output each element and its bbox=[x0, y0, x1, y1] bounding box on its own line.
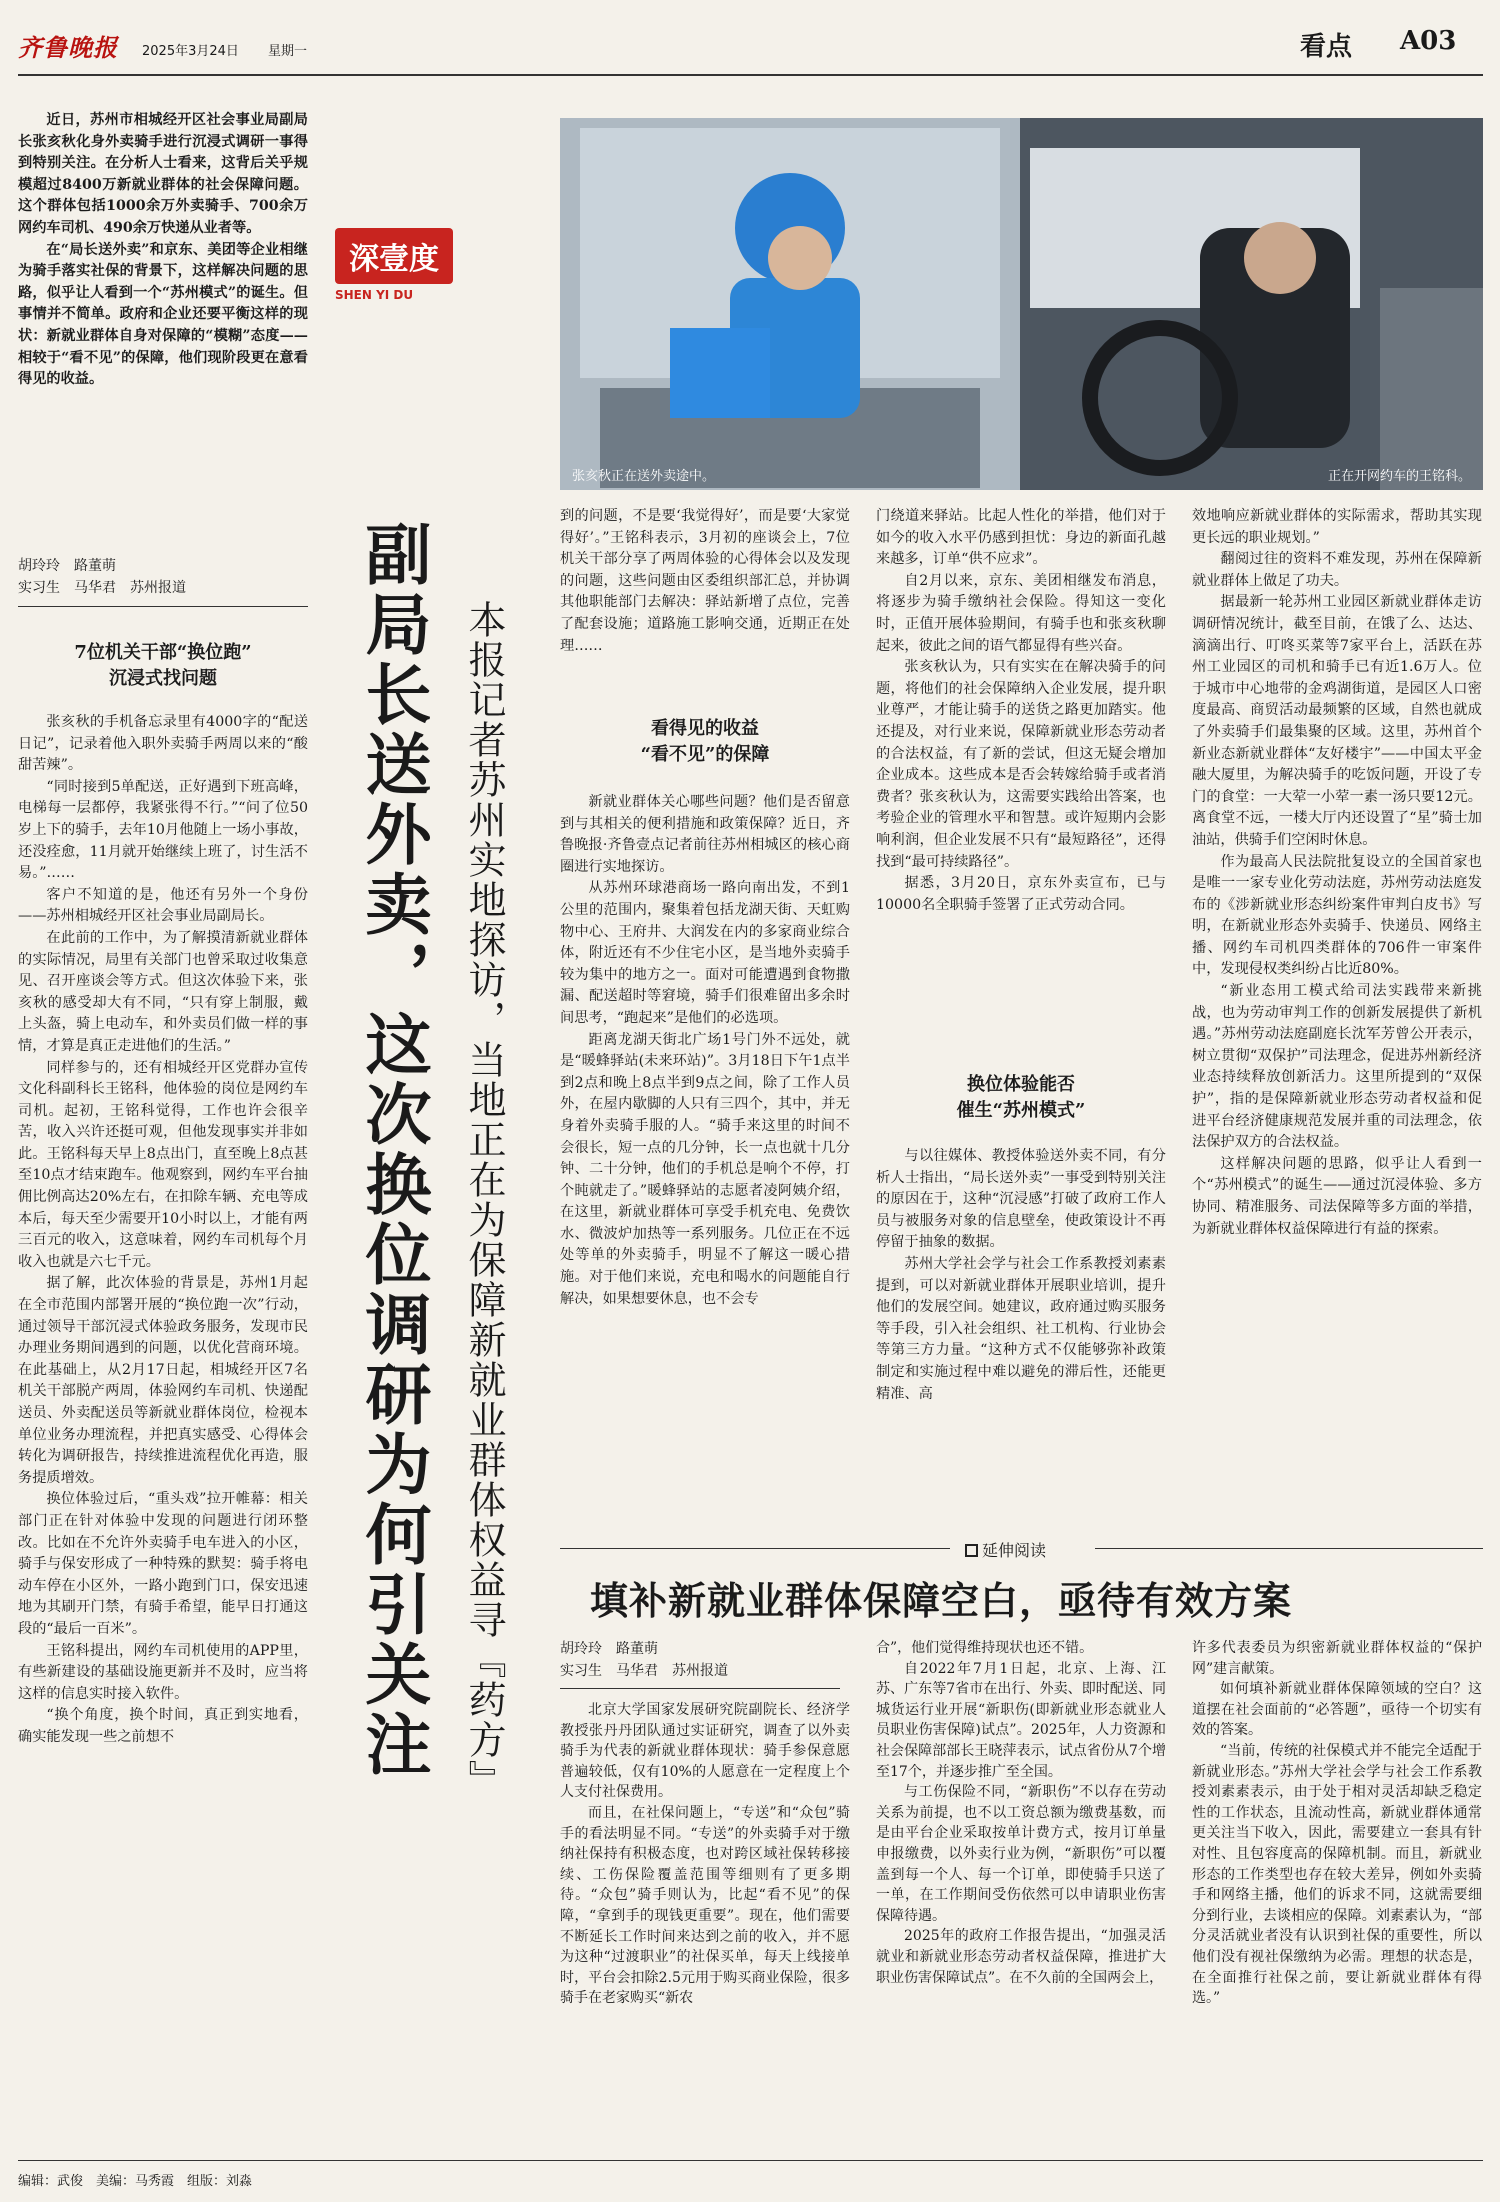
paragraph: “当前，传统的社保模式并不能完全适配于新就业形态。”苏州大学社会学与社会工作系教授刘素素表示，由于处于相对灵活却缺乏稳定性的工作状态，且流动性高，新就业群体通常更关注当下收入，因此，需要建立一套具有针对性、且包容度高的保障机制。而且，新就业形态的工作类型也存在较大差异，例如外卖骑手和网络主播，他们的诉求不同，这就需要细分到行业，去谈相应的保障。刘素素认为，“部分灵活就业者没有认识到社保的重要性，所以他们没有视社保缴纳为必需。理想的状态是，在全面推行社保之前，要让新就业群体有得选。” bbox=[1192, 1742, 1482, 2007]
extended-col2 bbox=[876, 1638, 1166, 1988]
extended-byline bbox=[560, 1638, 850, 1682]
col3-body bbox=[876, 1146, 1166, 1405]
paragraph: 据了解，此次体验的背景是，苏州1月起在全市范围内部署开展的“换位跑一次”行动，通过领导干部沉浸式体验政务服务，发现市民办理业务期间遇到的问题，以优化营商环境。在此基础上，从2月17日起，相城经开区7名机关干部脱产两周，体验网约车司机、快递配送员、外卖配送员等新就业群体岗位，检视本单位业务办理流程，并把真实感受、心得体会转化为调研报告，持续推进流程优化再造，服务提质增效。 bbox=[18, 1275, 308, 1486]
paragraph: 如何填补新就业群体保障领域的空白？这道摆在社会面前的“必答题”，亟待一个切实有效的答案。 bbox=[1192, 1681, 1482, 1739]
paragraph: “新业态用工模式给司法实践带来新挑战，也为劳动审判工作的创新发展提供了新机遇。”苏州劳动法庭副庭长沈军芳曾公开表示，树立贯彻“双保护”司法理念，促进苏州新经济业态持续释放创新活力。这里所提到的“双保护”，指的是保障新就业形态劳动者权益和促进平台经济健康规范发展并重的司法理念，依法保护双方的合法权益。 bbox=[1192, 983, 1482, 1151]
paragraph: “同时接到5单配送，正好遇到下班高峰，电梯每一层都停，我紧张得不行。”“问了位50岁上下的骑手，去年10月他随上一场小事故，还没痊愈，11月就开始继续上班了，讨生活不易。”…… bbox=[18, 778, 308, 882]
shenyidu-badge bbox=[335, 228, 453, 302]
byline bbox=[18, 555, 308, 599]
paragraph: 北京大学国家发展研究院副院长、经济学教授张丹丹团队通过实证研究，调查了以外卖骑手为代表的新就业群体现状：骑手参保意愿普遍较低，仅有10%的人愿意在一定程度上个人支付社保费用。 bbox=[560, 1702, 850, 1801]
paragraph: 许多代表委员为织密新就业群体权益的“保护网”建言献策。 bbox=[1192, 1640, 1482, 1677]
extended-divider bbox=[560, 1538, 1483, 1558]
col3-top bbox=[876, 506, 1166, 916]
byline-rule bbox=[18, 606, 308, 607]
issue-date: 2025年3月24日 bbox=[142, 44, 239, 59]
paragraph: 自2月以来，京东、美团相继发布消息，将逐步为骑手缴纳社会保险。得知这一变化时，正值开展体验期间，有骑手也和张亥秋聊起来，彼此之间的语气都显得有些兴奋。 bbox=[876, 572, 1166, 654]
paragraph: “换个角度，换个时间，真正到实地看，确实能发现一些之前想不 bbox=[18, 1707, 308, 1745]
col2-subhead: 看得见的收益 “看不见”的保障 bbox=[640, 718, 770, 765]
newspaper-logo: 齐鲁晚报 bbox=[18, 33, 118, 62]
intro-block bbox=[18, 110, 308, 391]
footer-rule bbox=[18, 2160, 1483, 2161]
byline-reporters: 胡玲玲 路董萌 bbox=[18, 558, 116, 574]
paragraph: 自2022年7月1日起，北京、上海、江苏、广东等7省市在出行、外卖、即时配送、同城货运行业开展“新职伤(即新就业形态就业人员职业伤害保障)试点”。2025年，人力资源和社会保障部部长王晓萍表示，试点省份从7个增至17个，并逐步推广至全国。 bbox=[876, 1660, 1166, 1780]
col1-subhead: 7位机关干部“换位跑” 沉浸式找问题 bbox=[74, 642, 252, 689]
divider-line-left bbox=[560, 1548, 950, 1549]
paragraph: 在此前的工作中，为了解摸清新就业群体的实际情况，局里有关部门也曾采取过收集意见、召开座谈会等方式。但这次体验下来，张亥秋的感受却大有不同，“只有穿上制服，戴上头盔，骑上电动车，和外卖员们做一样的事情，才算是真正走进他们的生活。” bbox=[18, 929, 308, 1054]
extended-col1 bbox=[560, 1700, 850, 2009]
paragraph: 据最新一轮苏州工业园区新就业群体走访调研情况统计，截至目前，在饿了么、达达、滴滴出行、叮咚买菜等7家平台上，活跃在苏州工业园区的司机和骑手已有近1.6万人。位于城市中心地带的金鸡湖街道，是园区人口密度最高、商贸活动最频繁的区域，自然也就成了外卖骑手们最集聚的区域。这里，苏州首个新业态新就业群体“友好楼宇”——中国太平金融大厦里，为解决骑手的吃饭问题，开设了专门的食堂：一大荤一小荤一素一汤只要12元。离食堂不远，一楼大厅内还设置了“星”骑士加油站，供骑手们空闲时休息。 bbox=[1192, 594, 1482, 848]
paragraph: 效地响应新就业群体的实际需求，帮助其实现更长远的职业规划。” bbox=[1192, 508, 1482, 546]
extended-col3 bbox=[1192, 1638, 1482, 2009]
paragraph: 到的问题，不是要‘我觉得好’，而是要‘大家觉得好’。”王铭科表示，3月初的座谈会上，7位机关干部分享了两周体验的心得体会以及发现的问题，这些问题由区委组织部汇总，并协调其他职能部门去解决：驿站新增了点位，完善了配套设施；道路施工影响交通，近期正在处理…… bbox=[560, 508, 850, 654]
intro-paragraph: 在“局长送外卖”和京东、美团等企业相继为骑手落实社保的背景下，这样解决问题的思路，似乎让人看到一个“苏州模式”的诞生。但事情并不简单。政府和企业还要平衡这样的现状：新就业群体自身对保障的“模糊”态度——相较于“看不见”的保障，他们现阶段更在意看得见的收益。 bbox=[18, 241, 308, 388]
sub-headline: 本报记者苏州实地探访，当地正在为保障新就业群体权益寻『药方』 bbox=[462, 600, 506, 1800]
extended-headline: 填补新就业群体保障空白，亟待有效方案 bbox=[590, 1578, 1293, 1623]
paragraph: 这样解决问题的思路，似乎让人看到一个“苏州模式”的诞生——通过沉浸体验、多方协同、精准服务、司法保障等多方面的举措，为新就业群体权益保障进行有益的探索。 bbox=[1192, 1155, 1482, 1237]
paragraph: 换位体验过后，“重头戏”拉开帷幕：相关部门正在针对体验中发现的问题进行闭环整改。比如在不允许外卖骑手电车进入的小区，骑手与保安形成了一种特殊的默契：骑手将电动车停在小区外，一路小跑到门口，保安迅速地为其刷开门禁，有骑手希望，能早日打通这段的“最后一百米”。 bbox=[18, 1491, 308, 1637]
divider-line-right bbox=[1095, 1548, 1483, 1549]
paragraph: 苏州大学社会学与社会工作系教授刘素素提到，可以对新就业群体开展职业培训，提升他们的发展空间。她建议，政府通过购买服务等手段，引入社会组织、社工机构、行业协会等第三方力量。“这种方式不仅能够弥补政策制定和实施过程中难以避免的滞后性，还能更精准、高 bbox=[876, 1255, 1166, 1402]
photo-caption-left: 张亥秋正在送外卖途中。 bbox=[572, 469, 716, 484]
col2-body bbox=[560, 792, 850, 1310]
badge-pinyin: SHEN YI DU bbox=[335, 288, 414, 302]
col4-body bbox=[1192, 506, 1482, 1240]
book-icon bbox=[965, 1544, 978, 1557]
col3-subhead: 换位体验能否 催生“苏州模式” bbox=[956, 1074, 1086, 1121]
extended-byline-reporters: 胡玲玲 路董萌 bbox=[560, 1641, 658, 1657]
paragraph: 翻阅过往的资料不难发现，苏州在保障新就业群体上做足了功夫。 bbox=[1192, 551, 1482, 589]
paragraph: 门绕道来驿站。比起人性化的举措，他们对于如今的收入水平仍感到担忧：身边的新面孔越来越多，订单“供不应求”。 bbox=[876, 508, 1166, 568]
col2-top bbox=[560, 506, 850, 657]
paragraph: 据悉，3月20日，京东外卖宣布，已与10000名全职骑手签署了正式劳动合同。 bbox=[876, 875, 1166, 913]
section-name: 看点 bbox=[1300, 32, 1353, 62]
paragraph: 距离龙湖天街北广场1号门外不远处，就是“暖蜂驿站(未来环站)”。3月18日下午1点半到2点和晚上8点半到9点之间，除了工作人员外，在屋内歇脚的人只有三四个，其中，并无身着外卖骑手服的人。“骑手来这里的时间不会很长，短一点的几分钟，长一点也就十几分钟、二十分钟，他们的手机总是响个不停，打个盹就走了。”暖蜂驿站的志愿者凌阿姨介绍，在这里，新就业群体可享受手机充电、免费饮水、微波炉加热等一系列服务。几位正在不远处等单的外卖骑手，明显不了解这一暖心措施。对于他们来说，充电和喝水的问题能自行解决，如果想要休息，也不会专 bbox=[560, 1031, 850, 1307]
extended-byline-intern: 实习生 马华君 苏州报道 bbox=[560, 1663, 728, 1679]
paragraph: 2025年的政府工作报告提出，“加强灵活就业和新就业形态劳动者权益保障，推进扩大职业伤害保障试点”。在不久前的全国两会上， bbox=[876, 1928, 1166, 1986]
paragraph: 合”，他们觉得维持现状也还不错。 bbox=[876, 1640, 1094, 1656]
photo-illustration bbox=[560, 118, 1483, 490]
issue-weekday: 星期一 bbox=[268, 44, 308, 59]
header-rule bbox=[18, 74, 1483, 76]
photo-caption-right: 正在开网约车的王铭科。 bbox=[1327, 469, 1471, 484]
paragraph: 张亥秋认为，只有实实在在解决骑手的问题，将他们的社会保障纳入企业发展，提升职业尊严，才能让骑手的送货之路更加踏实。他还提及，对行业来说，保障新就业形态劳动者的合法权益，有了新的尝试，但这无疑会增加企业成本。这些成本是否会转嫁给骑手或者消费者？张亥秋认为，这需要实践给出答案，也考验企业的管理水平和智慧。或许短期内会影响利润，但企业发展不只有“最短路径”，还得找到“最可持续路径”。 bbox=[876, 659, 1166, 870]
paragraph: 作为最高人民法院批复设立的全国首家也是唯一一家专业化劳动法庭，苏州劳动法庭发布的《涉新就业形态纠纷案件审判白皮书》写明，在新就业形态外卖骑手、快递员、网络主播、网约车司机四类群体的706件一审案件中，发现侵权类纠纷占比近80%。 bbox=[1192, 853, 1482, 978]
paragraph: 客户不知道的是，他还有另外一个身份——苏州相城经开区社会事业局副局长。 bbox=[18, 886, 308, 925]
byline-intern: 实习生 马华君 苏州报道 bbox=[18, 580, 186, 596]
paragraph: 同样参与的，还有相城经开区党群办宣传文化科副科长王铭科，他体验的岗位是网约车司机。起初，王铭科觉得，工作也许会很辛苦，收入兴许还挺可观，但他发现事实并非如此。王铭科每天早上8点出门，直至晚上8点甚至10点才结束跑车。他观察到，网约车平台抽佣比例高达20%左右，在扣除车辆、充电等成本后，每天至少需要开10小时以上，才能有两三百元的收入，这意味着，网约车司机每个月收入也就是六七千元。 bbox=[18, 1059, 308, 1270]
footer-credits: 编辑：武俊 美编：马秀霞 组版：刘淼 bbox=[18, 2174, 253, 2189]
paragraph: 与工伤保险不同，“新职伤”不以存在劳动关系为前提，也不以工资总额为缴费基数，而是由平台企业采取按单计费方式，按月订单量申报缴费，以外卖行业为例，“新职伤”可以覆盖到每一个人、每一个订单，即使骑手只送了一单，在工作期间受伤依然可以申请职业伤害保障待遇。 bbox=[876, 1784, 1166, 1924]
paragraph: 与以往媒体、教授体验送外卖不同，有分析人士指出，“局长送外卖”一事受到特别关注的原因在于，这种“沉浸感”打破了政府工作人员与被服务对象的信息壁垒，使政策设计不再停留于抽象的数据。 bbox=[876, 1148, 1166, 1251]
feature-photo bbox=[560, 118, 1483, 490]
main-headline: 副局长送外卖，这次换位调研为何引关注 bbox=[354, 520, 432, 1780]
paragraph: 从苏州环球港商场一路向南出发，不到1公里的范围内，聚集着包括龙湖天街、天虹购物中心、王府井、大润发在内的多家商业综合体，附近还有不少住宅小区，是当地外卖骑手较为集中的地方之一。面对可能遭遇到食物撒漏、配送超时等窘境，骑手们很难留出多余时间思考，“跑起来”是他们的必选项。 bbox=[560, 880, 850, 1026]
paragraph: 而且，在社保问题上，“专送”和“众包”骑手的看法明显不同。“专送”的外卖骑手对于缴纳社保持有积极态度，也对跨区域社保转移接续、工伤保险覆盖范围等细则有了更多期待。“众包”骑手则认为，比起“看不见”的保障，“拿到手的现钱更重要”。现在，他们需要不断延长工作时间来达到之前的收入，并不愿为这种“过渡职业”的社保买单，每天上线接单时，平台会扣除2.5元用于购买商业保险，很多骑手在老家购买“新农 bbox=[560, 1804, 850, 2007]
page-number: A03 bbox=[1400, 26, 1457, 56]
badge-title: 深壹度 bbox=[335, 228, 453, 284]
extended-label-text: 延伸阅读 bbox=[982, 1541, 1047, 1560]
paragraph: 王铭科提出，网约车司机使用的APP里，有些新建设的基础设施更新并不及时，应当将这样的信息实时接入软件。 bbox=[18, 1642, 308, 1702]
intro-paragraph: 近日，苏州市相城经开区社会事业局副局长张亥秋化身外卖骑手进行沉浸式调研一事得到特别关注。在分析人士看来，这背后关乎规模超过8400万新就业群体的社会保障问题。这个群体包括1000余万外卖骑手、700余万网约车司机、490余万快递从业者等。 bbox=[18, 112, 308, 236]
extended-byline-rule bbox=[560, 1688, 840, 1689]
extended-label bbox=[965, 1538, 1046, 1561]
col1-body bbox=[18, 712, 308, 1749]
paragraph: 新就业群体关心哪些问题？他们是否留意到与其相关的便利措施和政策保障？近日，齐鲁晚报·齐鲁壹点记者前往苏州相城区的核心商圈进行实地探访。 bbox=[560, 794, 850, 875]
paragraph: 张亥秋的手机备忘录里有4000字的“配送日记”，记录着他入职外卖骑手两周以来的“酸甜苦辣”。 bbox=[18, 714, 308, 774]
